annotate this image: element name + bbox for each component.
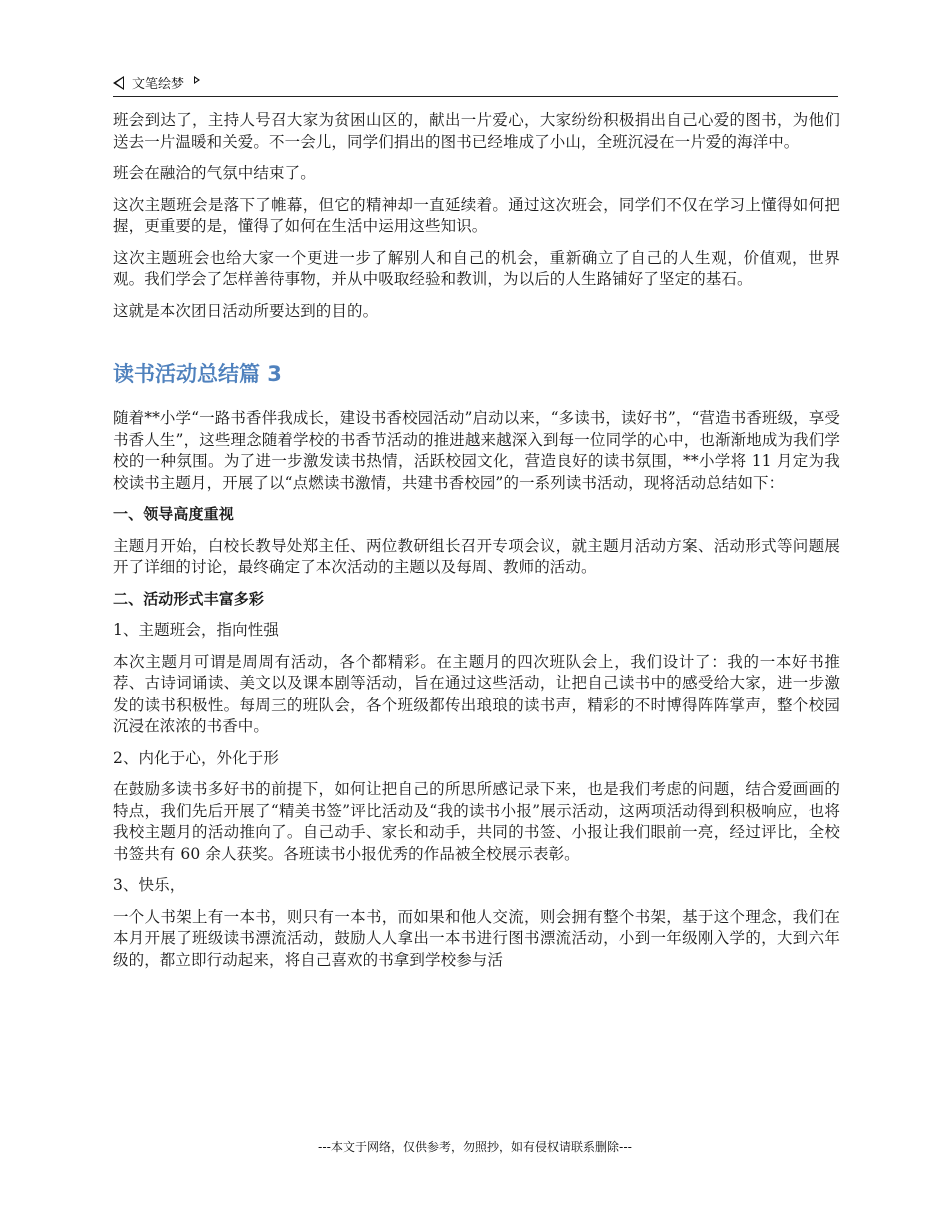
triangle-left-icon: [113, 76, 124, 90]
header-brand: [113, 73, 200, 92]
paragraph: 班会到达了，主持人号召大家为贫困山区的，献出一片爱心，大家纷纷积极捐出自己心爱的图书，为他们送去一片温暖和关爱。不一会儿，同学们捐出的图书已经堆成了小山，全班沉浸在一片爱的海洋中。: [113, 111, 840, 151]
paragraph: 这就是本次团日活动所要达到的目的。: [113, 301, 379, 320]
page-footer: ---本文于网络，仅供参考，勿照抄，如有侵权请联系删除---: [318, 1140, 632, 1154]
section-intro: 随着**小学“一路书香伴我成长，建设书香校园活动”启动以来，“多读书，读好书”，“营造书香班级，享受书香人生”，这些理念随着学校的书香节活动的推进越来越深入到每一位同学的心中，也渐渐地成为我们学校的一种氛围。为了进一步激发读书热情，活跃校园文化，营造良好的读书氛围，**小学将 11 月定为我校读书主题月，开展了以“点燃读书激情，共建书香校园”的一系列读书活动，现将活动总结如下：: [113, 409, 840, 492]
paragraph: 一个人书架上有一本书，则只有一本书，而如果和他人交流，则会拥有整个书架，基于这个理念，我们在本月开展了班级读书漂流活动，鼓励人人拿出一本书进行图书漂流活动，小到一年级刚入学的，大到六年级的，都立即行动起来，将自己喜欢的书拿到学校参与活: [113, 907, 840, 969]
subheading-leadership: 一、领导高度重视: [113, 505, 234, 523]
document-body: [113, 110, 840, 981]
paragraph: 主题月开始，白校长教导处郑主任、两位教研组长召开专项会议，就主题月活动方案、活动形式等问题展开了详细的讨论，最终确定了本次活动的主题以及每周、教师的活动。: [113, 536, 840, 576]
paragraph: 这次主题班会也给大家一个更进一步了解别人和自己的机会，重新确立了自己的人生观，价值观，世界观。我们学会了怎样善待事物，并从中吸取经验和教训，为以后的人生路铺好了坚定的基石。: [113, 248, 840, 288]
page-header: [113, 70, 838, 97]
list-item-heading: 3、快乐，: [113, 876, 186, 894]
paragraph: 这次主题班会是落下了帷幕，但它的精神却一直延续着。通过这次班会，同学们不仅在学习上懂得如何把握，更重要的是，懂得了如何在生活中运用这些知识。: [113, 195, 840, 235]
list-item-heading: 1、主题班会，指向性强: [113, 621, 279, 639]
section-title: 读书活动总结篇 3: [113, 362, 282, 386]
paragraph: 在鼓励多读书多好书的前提下，如何让把自己的所思所感记录下来，也是我们考虑的问题，结合爱画画的特点，我们先后开展了“精美书签”评比活动及“我的读书小报”展示活动，这两项活动得到积极响应，也将我校主题月的活动推向了。自己动手、家长和动手，共同的书签、小报让我们眼前一亮，经过评比，全校书签共有 60 余人获奖。各班读书小报优秀的作品被全校展示表彰。: [113, 780, 840, 863]
triangle-right-icon: [194, 76, 200, 84]
paragraph: 本次主题月可谓是周周有活动，各个都精彩。在主题月的四次班队会上，我们设计了：我的一本好书推荐、古诗词诵读、美文以及课本剧等活动，旨在通过这些活动，让把自己读书中的感受给大家，进一步激发的读书积极性。每周三的班队会，各个班级都传出琅琅的读书声，精彩的不时博得阵阵掌声，整个校园沉浸在浓浓的书香中。: [113, 652, 840, 735]
brand-text: 文笔绘梦: [132, 77, 185, 92]
subheading-activities: 二、活动形式丰富多彩: [113, 589, 265, 608]
list-item-heading: 2、内化于心，外化于形: [113, 748, 279, 767]
paragraph: 班会在融洽的气氛中结束了。: [113, 164, 316, 182]
